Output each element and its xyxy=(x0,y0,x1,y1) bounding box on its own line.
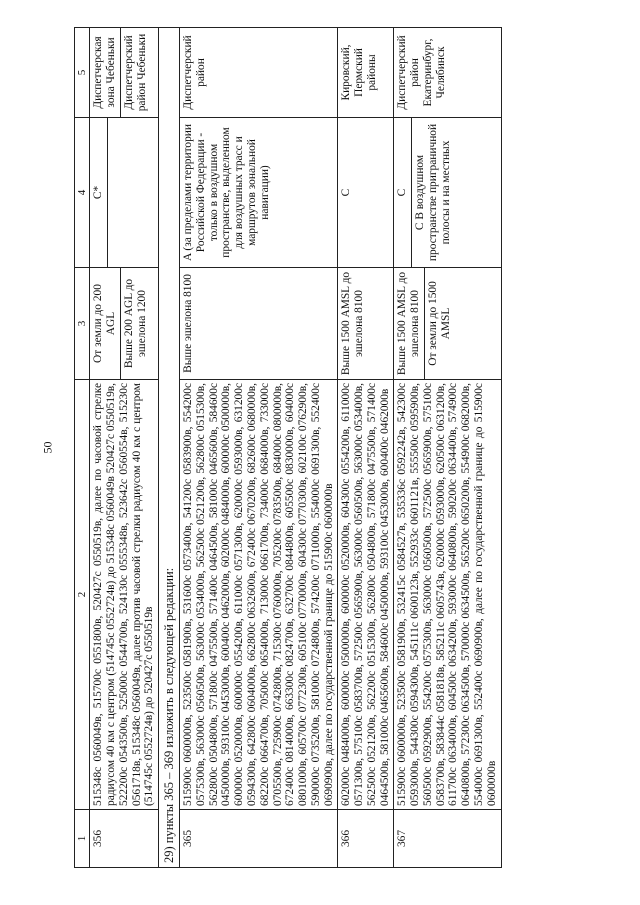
zone-cell xyxy=(90,28,159,118)
limits-cell xyxy=(394,268,501,380)
coordinates-cell: 515348с 0560049в, 515700с 0551800в, 520427с 0550519в, далее по часовой стрелке радиусом 40 км с центром (514745с 0552724в) до 515348с 0560049в 520427с 0550519в, 522200с 0543500в, 525000с 0544700в, 524130с 0555348в, 523642с 0560554в, 515230с 0561718в, 515348с 0560049в, далее против часовой стрелки радиусом 40 км с центром (514745с 0552724в) до 520427с 0550519в xyxy=(90,380,159,810)
zone-cell: Диспетчерский район Екатеринбург, Челябинск xyxy=(394,28,501,118)
limits-cell: Выше 1500 AMSL до эшелона 8100 xyxy=(338,268,394,380)
rotated-table-container xyxy=(74,28,622,868)
limits-upper: Выше 1500 AMSL до эшелона 8100 xyxy=(396,271,422,376)
table-row xyxy=(90,28,159,868)
row-number: 367 xyxy=(394,810,501,868)
header-cell: 5 xyxy=(75,28,90,118)
section-title: 29) пункты 365 – 369 изложить в следующей редакции: xyxy=(159,28,180,868)
page-number: 50 xyxy=(40,441,55,454)
class-cell: C xyxy=(338,118,394,268)
table-row xyxy=(180,28,338,868)
coordinates-cell: 602000с 0484000в, 600000с 0500000в, 600000с 0520000в, 604300с 0554200в, 611000с 0571300в, 575100с 0583700в, 572500с 0565900в, 563000с 0560500в, 563000с 0534000в, 562500с 0521200в, 562200с 0515300в, 562800с 0504800в, 571800с 0475500в, 571400с 0464500в, 581000с 0465600в, 584600с 0450000в, 593100с 0453000в, 600400с 0462000в xyxy=(338,380,394,810)
row-number: 366 xyxy=(338,810,394,868)
limits-lower: От земли до 200 AGL xyxy=(92,284,118,363)
header-cell: 1 xyxy=(75,810,90,868)
class-value-lower: C В воздушном пространстве приграничной полосы и на местных xyxy=(411,118,452,267)
class-value-lower xyxy=(107,118,136,267)
header-cell: 2 xyxy=(75,380,90,810)
zone-cell: Диспетчерский район xyxy=(180,28,338,118)
airspace-table xyxy=(74,27,502,868)
class-cell xyxy=(394,118,501,268)
zone-cell: Кировский, Пермский районы xyxy=(338,28,394,118)
coordinates-cell: 515900с 0600000в, 523500с 0581900в, 532415с 0584527в, 535336с 0592242в, 542300с 0593000в, 544300с 0594300в, 545111с 0600123в, 552933с 0601121в, 555500с 0595900в, 560500с 0592900в, 554200с 0575300в, 563000с 0560500в, 572500с 0565900в, 575100с 0583700в, 583844с 0581818в, 585211с 0605743в, 620000с 0593000в, 620500с 0631200в, 611700с 0634000в, 604500с 0634200в, 593000с 0640800в, 590200с 0634400в, 574900с 0640800в, 572300с 0634500в, 570000с 0634500в, 565200с 0650200в, 554900с 0682000в, 554000с 0691300в, 552400с 0690900в, далее по государственной границе до 515900с 0600000в xyxy=(394,380,501,810)
header-cell: 4 xyxy=(75,118,90,268)
limits-cell xyxy=(90,268,159,380)
table-row xyxy=(338,28,394,868)
class-cell xyxy=(90,118,159,268)
table-row xyxy=(394,28,501,868)
limits-upper: Выше 200 AGL до эшелона 1200 xyxy=(120,268,149,379)
class-cell: A (за пределами территории Российской Федерации - только в воздушном пространстве, выделенном для воздушных трасс и маршрутов зональной навигации) xyxy=(180,118,338,268)
row-number: 356 xyxy=(90,810,159,868)
coordinates-cell: 515900с 0600000в, 523500с 0581900в, 531600с 0573400в, 541200с 0583900в, 554200с 0575300в, 563000с 0560500в, 563000с 0534000в, 562500с 0521200в, 562800с 0515300в, 562800с 0504800в, 571800с 0475500в, 571400с 0464500в, 581000с 0465600в, 584600с 0450000в, 593100с 0453000в, 600400с 0462000в, 602000с 0484000в, 600000с 0500000в, 600000с 0520000в, 600000с 0554200в, 611000с 0571300в, 620000с 0593000в, 631200с 0594300в, 642800с 0604000в, 662800с 0632600в, 672400с 0670200в, 682600с 0680000в, 682200с 0664700в, 705000с 0654000в, 713000с 0661700в, 734000с 0684000в, 733000с 0705500в, 725900с 0742800в, 715300с 0760000в, 705200с 0783500в, 684000с 0800000в, 672400с 0814000в, 663300с 0824700в, 632700с 0844800в, 605500с 0830000в, 604000с 0801000в, 605700с 0772300в, 605100с 0770000в, 604300с 0770300в, 602100с 0762900в, 590000с 0735200в, 581000с 0724800в, 574200с 0711000в, 554000с 0691300в, 552400с 0690900в, далее по государственной границе до 515900с 0600000в xyxy=(180,380,338,810)
header-row xyxy=(75,28,90,868)
section-row xyxy=(159,28,180,868)
limits-cell: Выше эшелона 8100 xyxy=(180,268,338,380)
zone-name-lower: Диспетчерский район Чебеньки xyxy=(120,28,149,117)
header-cell: 3 xyxy=(75,268,90,380)
zone-name: Диспетчерская зона Чебеньки xyxy=(92,36,118,109)
limits-lower: От земли до 1500 AMSL xyxy=(424,268,453,379)
class-value: C xyxy=(396,188,409,197)
class-value: C* xyxy=(92,185,105,200)
row-number: 365 xyxy=(180,810,338,868)
